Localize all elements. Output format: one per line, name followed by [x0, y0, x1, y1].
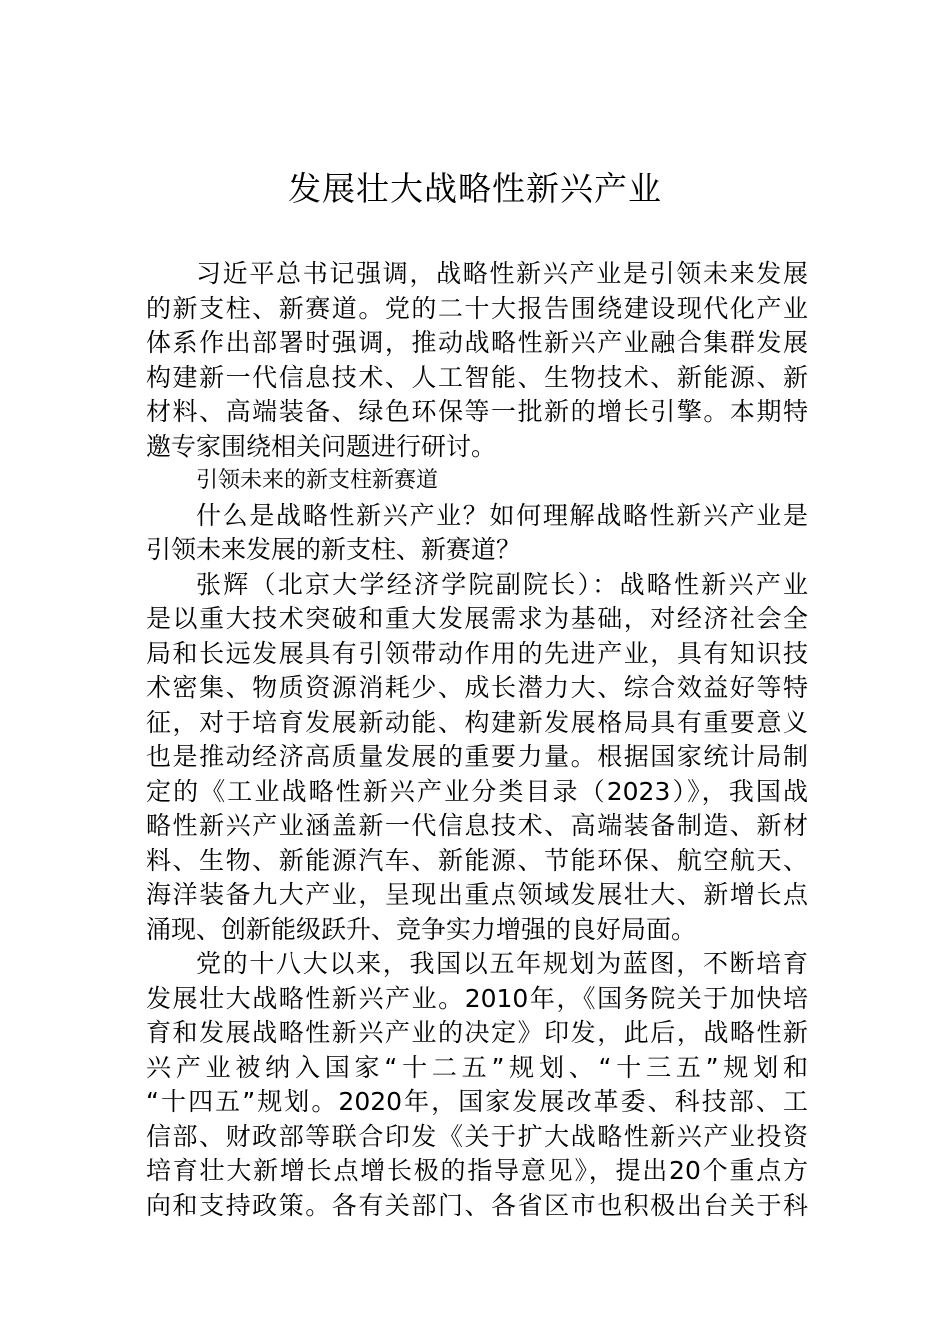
paragraph-line: 涌现、创新能级跃升、竞争实力增强的良好局面。 [146, 914, 697, 944]
paragraph-line: 张辉（北京大学经济学院副院长）：战略性新兴产业 [196, 569, 808, 599]
section-heading: 引领未来的新支柱新赛道 [196, 468, 439, 493]
paragraph-line: 术密集、物质资源消耗少、成长潜力大、综合效益好等特 [146, 673, 808, 702]
paragraph-line: 的新支柱、新赛道。党的二十大报告围绕建设现代化产业 [146, 293, 808, 323]
paragraph-line: 征，对于培育发展新动能、构建新发展格局具有重要意义 [146, 707, 808, 737]
paragraph-line: 邀专家围绕相关问题进行研讨。 [146, 431, 497, 461]
paragraph-line: 信部、财政部等联合印发《关于扩大战略性新兴产业投资 [146, 1121, 808, 1151]
paragraph-line: 构建新一代信息技术、人工智能、生物技术、新能源、新 [146, 362, 808, 392]
paragraph-line: 略性新兴产业涵盖新一代信息技术、高端装备制造、新材 [146, 811, 808, 840]
paragraph-line: 发展壮大战略性新兴产业。2010年，《国务院关于加快培 [146, 983, 808, 1013]
paragraph-line: 材料、高端装备、绿色环保等一批新的增长引擎。本期特 [146, 397, 808, 426]
paragraph-line: 体系作出部署时强调，推动战略性新兴产业融合集群发展 [146, 328, 808, 357]
paragraph-line: 也是推动经济高质量发展的重要力量。根据国家统计局制 [146, 742, 808, 771]
paragraph-line: 育和发展战略性新兴产业的决定》印发，此后，战略性新 [146, 1018, 808, 1047]
paragraph-line: 兴产业被纳入国家“十二五”规划、“十三五”规划和 [146, 1052, 808, 1082]
paragraph-line: 培育壮大新增长点增长极的指导意见》，提出20个重点方 [146, 1156, 808, 1185]
paragraph-line: 习近平总书记强调，战略性新兴产业是引领未来发展 [196, 259, 808, 288]
paragraph-line: 局和长远发展具有引领带动作用的先进产业，具有知识技 [146, 638, 808, 668]
paragraph-line: 党的十八大以来，我国以五年规划为蓝图，不断培育 [196, 949, 808, 978]
question-line: 什么是战略性新兴产业？如何理解战略性新兴产业是 [196, 500, 808, 530]
document-title: 发展壮大战略性新兴产业 [288, 169, 662, 208]
paragraph-line: 定的《工业战略性新兴产业分类目录（2023）》，我国战 [146, 776, 808, 806]
paragraph-line: 料、生物、新能源汽车、新能源、节能环保、航空航天、 [146, 845, 808, 875]
paragraph-line: 向和支持政策。各有关部门、各省区市也积极出台关于科 [146, 1190, 808, 1220]
paragraph-line: 是以重大技术突破和重大发展需求为基础，对经济社会全 [146, 604, 808, 633]
document-body [146, 257, 808, 1223]
paragraph-line: 海洋装备九大产业，呈现出重点领域发展壮大、新增长点 [146, 880, 808, 909]
question-line: 引领未来发展的新支柱、新赛道？ [146, 535, 522, 564]
paragraph-line: “十四五”规划。2020年，国家发展改革委、科技部、工 [146, 1087, 808, 1116]
